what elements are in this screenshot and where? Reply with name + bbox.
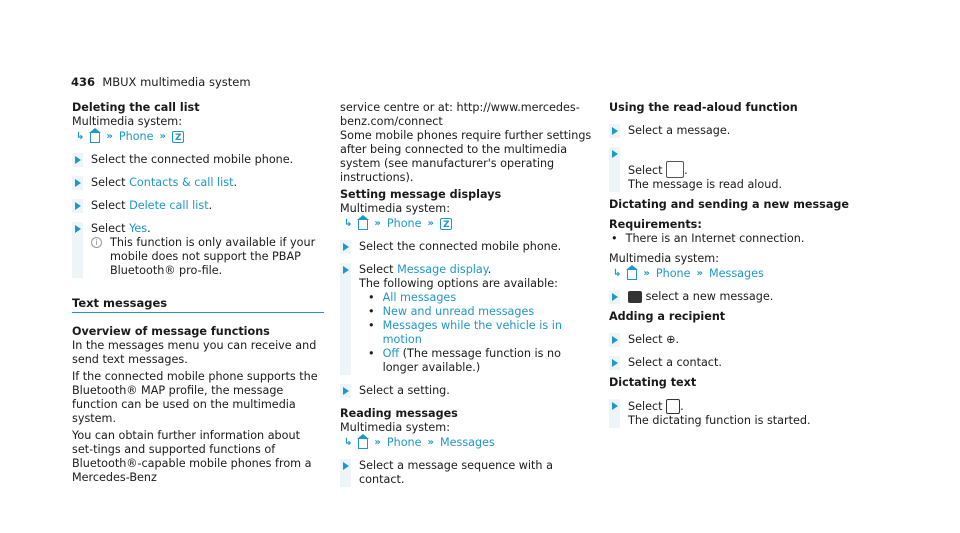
- paragraph: service centre or at: http://www.mercedes-benz.com/connect: [340, 101, 580, 128]
- page-title: MBUX multimedia system: [102, 75, 251, 89]
- paragraph: If the connected mobile phone supports the Bluetooth® MAP profile, the message function can be used on the multimedia system.: [72, 370, 318, 425]
- page-header: [71, 75, 251, 89]
- options-list: [359, 291, 596, 375]
- requirements-title: Requirements:: [609, 218, 702, 231]
- chevron-icon: »: [643, 267, 650, 279]
- menu-path: [609, 266, 865, 281]
- info-icon: i: [91, 237, 102, 248]
- arrow-icon: ↳: [613, 267, 622, 279]
- step-subtext: The following options are available:: [359, 277, 558, 290]
- play-icon: [343, 266, 349, 274]
- readaloud-title: Using the read-aloud function: [609, 101, 798, 114]
- step-subtext: The message is read aloud.: [628, 178, 782, 191]
- home-icon: [627, 270, 637, 280]
- chevron-icon: »: [159, 130, 166, 142]
- dictating-title: Dictating and sending a new message: [609, 198, 849, 211]
- arrow-icon: ↳: [344, 217, 353, 229]
- step: [340, 384, 596, 398]
- adding-title: Adding a recipient: [609, 310, 726, 323]
- chevron-icon: »: [427, 436, 434, 448]
- column-1: [72, 101, 324, 485]
- page-number: 436: [71, 75, 96, 89]
- list-item: [611, 232, 865, 246]
- step-text: Select a message sequence with a contact.: [359, 459, 553, 486]
- step-text: Select the connected mobile phone.: [91, 153, 294, 166]
- deleting-title: Deleting the call list: [72, 101, 200, 114]
- play-icon: [75, 202, 81, 210]
- mm-system-label: Multimedia system:: [609, 252, 719, 265]
- step-text: Select: [91, 176, 130, 189]
- arrow-icon: ↳: [76, 130, 85, 142]
- step: [340, 459, 596, 487]
- step: [609, 147, 865, 192]
- step: [609, 333, 865, 347]
- step-text: .: [147, 222, 151, 235]
- play-icon: [612, 336, 618, 344]
- step-text: .: [684, 164, 688, 177]
- step: [609, 356, 865, 370]
- message-display-link: Message display: [397, 263, 488, 276]
- settings-icon: [172, 131, 184, 143]
- note-text: This function is only available if your mobile does not support the PBAP Bluetooth® pro-file.: [110, 236, 316, 277]
- home-icon: [90, 133, 100, 143]
- list-item: [368, 291, 596, 305]
- menu-path: [72, 129, 324, 144]
- settings-icon: [440, 218, 452, 230]
- step-text: Select: [628, 164, 663, 177]
- option-link: Messages while the vehicle is in motion: [382, 319, 562, 346]
- new-message-icon: [628, 291, 642, 303]
- play-icon: [75, 179, 81, 187]
- requirement-text: • There is an Internet connection.: [625, 232, 805, 245]
- path-phone: Phone: [386, 216, 422, 230]
- home-icon: [358, 439, 368, 449]
- mm-system-label: Multimedia system:: [72, 115, 182, 128]
- path-phone: Phone: [386, 435, 422, 449]
- column-3: [609, 101, 865, 428]
- column-2: [340, 101, 596, 487]
- step: [72, 176, 324, 190]
- mm-system-label: Multimedia system:: [340, 421, 450, 434]
- play-icon: [612, 402, 618, 410]
- dictating-text-title: Dictating text: [609, 376, 697, 389]
- settings-title: Setting message displays: [340, 188, 502, 201]
- step-text: Select the connected mobile phone.: [359, 240, 562, 253]
- paragraph: You can obtain further information about set-tings and supported functions of Bluetooth®-capable mobile phones from a Mercedes-Benz: [72, 429, 312, 484]
- arrow-icon: ↳: [344, 436, 353, 448]
- step: [340, 240, 596, 254]
- step-subtext: The dictating function is started.: [628, 414, 811, 427]
- step-text: Select a message.: [628, 124, 731, 137]
- read-aloud-icon: [666, 161, 684, 178]
- play-icon: [75, 225, 81, 233]
- reading-title: Reading messages: [340, 407, 458, 420]
- step-text: .: [233, 176, 238, 189]
- step-text: Select: [91, 222, 130, 235]
- path-messages: Messages: [708, 266, 764, 280]
- step: [72, 153, 324, 167]
- chevron-icon: »: [106, 130, 113, 142]
- delete-call-list-link: Delete call list: [129, 199, 209, 212]
- list-item: [368, 347, 596, 375]
- play-icon: [343, 387, 349, 395]
- chevron-icon: »: [374, 217, 381, 229]
- step: [609, 399, 865, 428]
- option-link: New and unread messages: [382, 305, 535, 318]
- step-text: Select: [91, 199, 130, 212]
- dictation-icon: [666, 399, 680, 414]
- option-text: (The message function is no longer available.): [382, 347, 561, 374]
- list-item: [368, 305, 596, 319]
- play-icon: [612, 359, 618, 367]
- step-text: Select a contact.: [628, 356, 722, 369]
- play-icon: [75, 156, 81, 164]
- step-text: Select: [628, 400, 663, 413]
- chevron-icon: »: [374, 436, 381, 448]
- contacts-call-list-link: Contacts & call list: [129, 176, 234, 189]
- paragraph: In the messages menu you can receive and send text messages.: [72, 339, 317, 366]
- step: [609, 290, 865, 304]
- step-text: select a new message.: [645, 290, 774, 303]
- option-link: All messages: [382, 291, 457, 304]
- menu-path: [340, 216, 596, 231]
- paragraph: Some mobile phones require further settings after being connected to the multimedia system (see manufacturer's operating instructions).: [340, 129, 592, 184]
- path-messages: Messages: [439, 435, 495, 449]
- path-phone: Phone: [655, 266, 691, 280]
- requirements-list: [609, 232, 865, 246]
- step-text: .: [487, 263, 492, 276]
- overview-title: Overview of message functions: [72, 325, 270, 338]
- step-text: Select: [359, 263, 398, 276]
- menu-path: [340, 435, 596, 450]
- play-icon: [612, 127, 618, 135]
- step: [72, 222, 324, 278]
- chevron-icon: »: [427, 217, 434, 229]
- list-item: [368, 319, 596, 347]
- section-title: Text messages: [72, 296, 324, 313]
- play-icon: [612, 150, 618, 158]
- step: [609, 124, 865, 138]
- play-icon: [343, 243, 349, 251]
- step: [72, 199, 324, 213]
- step-text: Select ⊕.: [628, 333, 679, 346]
- mm-system-label: Multimedia system:: [340, 202, 450, 215]
- step-text: .: [208, 199, 213, 212]
- option-link: Off: [382, 347, 400, 360]
- note: [91, 236, 324, 278]
- path-phone: Phone: [118, 129, 154, 143]
- play-icon: [612, 293, 618, 301]
- yes-link: Yes: [129, 222, 148, 235]
- chevron-icon: »: [696, 267, 703, 279]
- step: [340, 263, 596, 375]
- step-text: .: [680, 400, 684, 413]
- play-icon: [343, 462, 349, 470]
- step-text: Select a setting.: [359, 384, 450, 397]
- home-icon: [358, 220, 368, 230]
